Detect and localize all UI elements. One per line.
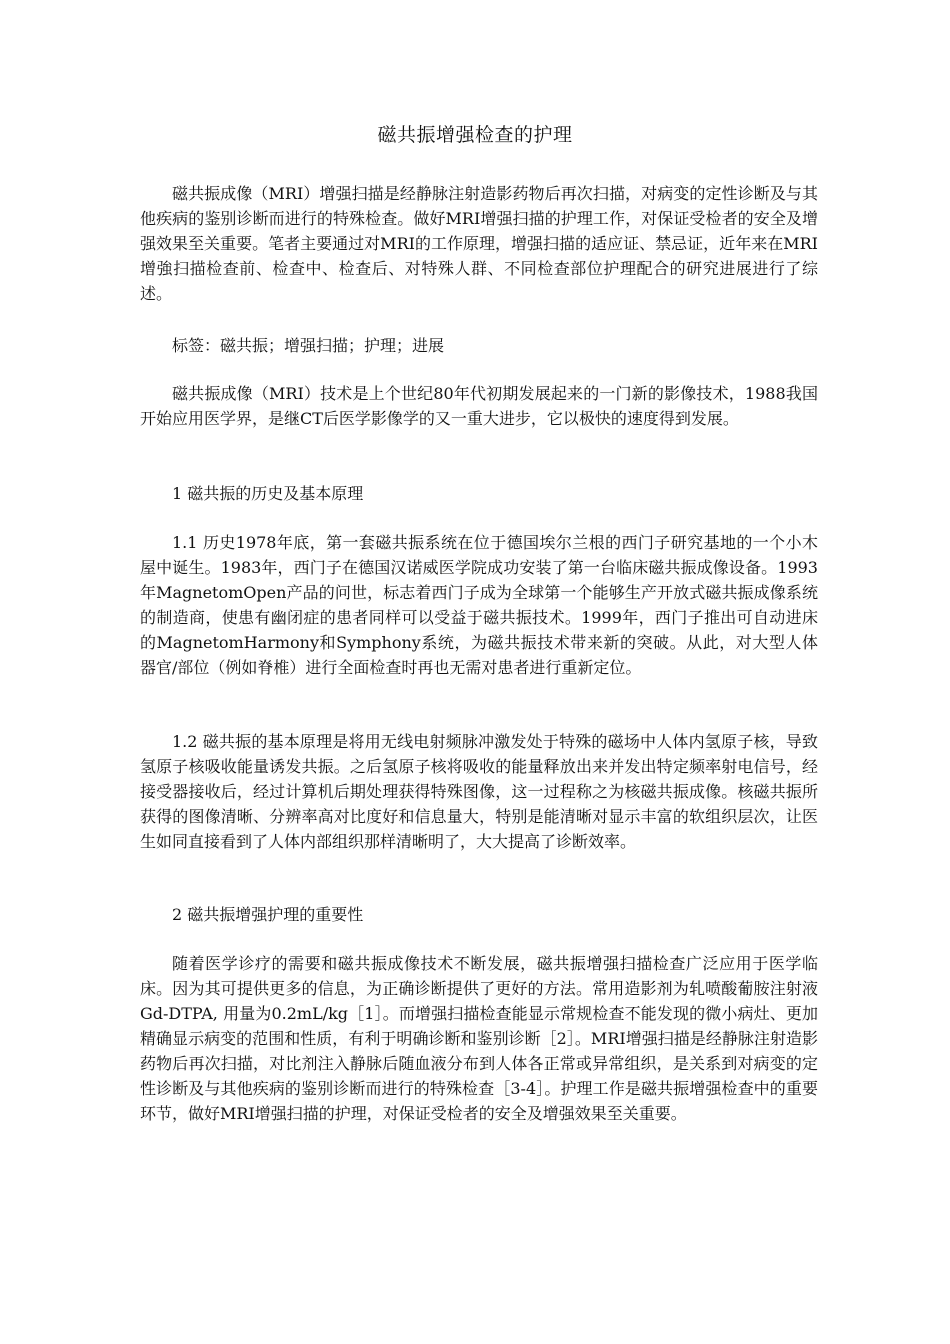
section1-2-paragraph xyxy=(140,729,818,854)
section1-1-text: 1.1 历史1978年底，第一套磁共振系统在位于德国埃尔兰根的西门子研究基地的一个小木屋中诞生。1983年，西门子在德国汉诺威医学院成功安装了第一台临床磁共振成像设备。1993年MagnetomOpen产品的问世，标志着西门子成为全球第一个能够生产开放式磁共振成像系统的制造商，使患有幽闭症的患者同样可以受益于磁共振技术。1999年，西门子推出可自动进床的MagnetomHarmony和Symphony系统，为磁共振技术带来新的突破。从此，对大型人体器官/部位（例如脊椎）进行全面检查时再也无需对患者进行重新定位。 xyxy=(140,533,818,677)
keywords-paragraph xyxy=(140,333,818,358)
section2-text: 随着医学诊疗的需要和磁共振成像技术不断发展，磁共振增强扫描检查广泛应用于医学临床。因为其可提供更多的信息，为正确诊断提供了更好的方法。常用造影剂为轧喷酸葡胺注射液Gd-DTPA, 用量为0.2mL/kg［1］。而增强扫描检查能显示常规检查不能发现的微小病灶、更加精确显示病变的范围和性质，有利于明确诊断和鉴别诊断［2］。MRI增强扫描是经静脉注射造影药物后再次扫描，对比剂注入静脉后随血液分布到人体各正常或异常组织，是关系到对病变的定性诊断及与其他疾病的鉴别诊断而进行的特殊检查［3-4］。护理工作是磁共振增强检查中的重要环节，做好MRI增强扫描的护理，对保证受检者的安全及增强效果至关重要。 xyxy=(140,954,818,1123)
intro-text: 磁共振成像（MRI）技术是上个世纪80年代初期发展起来的一门新的影像技术，1988我国开始应用医学界，是继CT后医学影像学的又一重大进步，它以极快的速度得到发展。 xyxy=(140,384,818,428)
intro-paragraph xyxy=(140,381,818,431)
section2-heading-text: 2 磁共振增强护理的重要性 xyxy=(172,905,364,924)
document-title: 磁共振增强检查的护理 xyxy=(377,124,573,146)
section2-heading xyxy=(140,902,818,927)
section2-paragraph xyxy=(140,951,818,1126)
abstract-text: 磁共振成像（MRI）增强扫描是经静脉注射造影药物后再次扫描，对病变的定性诊断及与其他疾病的鉴别诊断而进行的特殊检查。做好MRI增强扫描的护理工作，对保证受检者的安全及增强效果至关重要。笔者主要通过对MRI的工作原理，增强扫描的适应证、禁忌证，近年来在MRI增強扫描检查前、检查中、检查后、对特殊人群、不同检查部位护理配合的研究进展进行了综述。 xyxy=(140,184,818,303)
section1-1-paragraph xyxy=(140,530,818,680)
keywords-text: 标签：磁共振；增强扫描；护理；进展 xyxy=(172,336,445,355)
section1-heading xyxy=(140,481,818,506)
abstract-paragraph xyxy=(140,181,818,306)
section1-heading-text: 1 磁共振的历史及基本原理 xyxy=(172,484,364,503)
section1-2-text: 1.2 磁共振的基本原理是将用无线电射频脉冲激发处于特殊的磁场中人体内氢原子核，导致氢原子核吸收能量诱发共振。之后氢原子核将吸收的能量释放出来并发出特定频率射电信号，经接受器接收后，经过计算机后期处理获得特殊图像，这一过程称之为核磁共振成像。核磁共振所获得的图像清晰、分辨率高对比度好和信息量大，特别是能清晰对显示丰富的软组织层次，让医生如同直接看到了人体内部组织那样清晰明了，大大提高了诊断效率。 xyxy=(140,732,818,851)
